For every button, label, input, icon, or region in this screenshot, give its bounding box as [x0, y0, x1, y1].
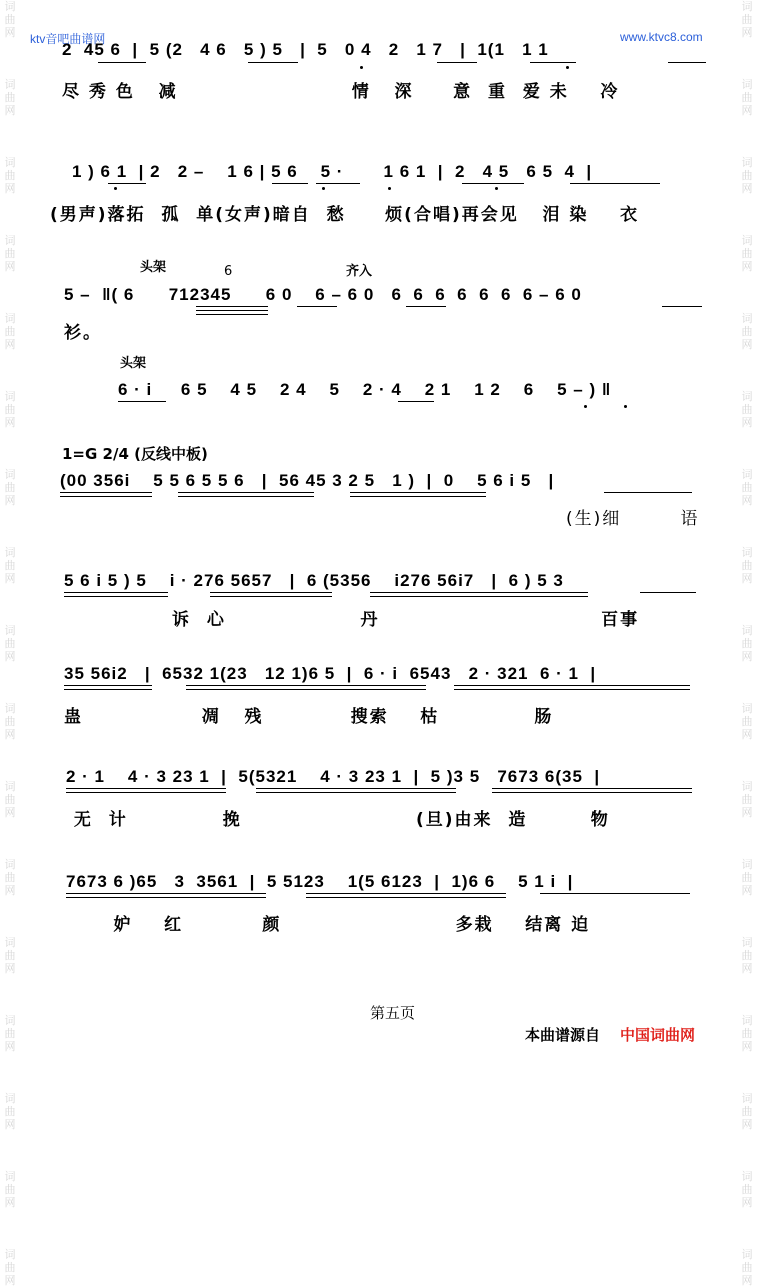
- underline: [60, 492, 152, 493]
- underline: [66, 788, 226, 789]
- underline: [64, 596, 168, 597]
- underline: [437, 62, 477, 63]
- underline: [64, 689, 152, 690]
- underline: [454, 689, 690, 690]
- octave-dot: [360, 66, 363, 69]
- underline: [454, 685, 690, 686]
- octave-dot: [322, 187, 325, 190]
- underline: [297, 306, 337, 307]
- underline: [256, 792, 456, 793]
- octave-dot: [624, 405, 627, 408]
- underline: [662, 306, 702, 307]
- score-row-8-lyrics: 无 计 挽 (旦)由来 造 物: [66, 810, 610, 830]
- source-brand: 中国词曲网: [620, 1026, 696, 1044]
- underline: [98, 62, 146, 63]
- score-row-7-lyrics: 蛊 凋 残 搜索 枯 肠: [64, 707, 554, 727]
- underline: [350, 492, 486, 493]
- underline: [306, 897, 506, 898]
- underline: [66, 792, 226, 793]
- underline: [462, 183, 524, 184]
- score-row-5-lyrics: (生)细 语: [566, 509, 700, 529]
- underline: [370, 596, 588, 597]
- watermark-top-right: www.ktvc8.com: [620, 30, 703, 44]
- underline: [272, 183, 308, 184]
- score-row-3-notes: 5 – ‖( 6 712345 6 0 6 – 6 0 6 6 6 6 6 6 6 – 6 0: [64, 285, 582, 304]
- underline: [570, 183, 660, 184]
- underline: [306, 893, 506, 894]
- underline: [186, 685, 426, 686]
- source-prefix: 本曲谱源自: [525, 1026, 601, 1044]
- underline: [196, 310, 268, 311]
- underline: [60, 496, 152, 497]
- underline: [604, 492, 692, 493]
- underline: [178, 496, 314, 497]
- underline: [186, 689, 426, 690]
- underline: [196, 306, 268, 307]
- underline: [640, 592, 696, 593]
- tou-jia-label: 头架: [140, 260, 167, 275]
- underline: [248, 62, 298, 63]
- left-margin-watermark: 词 曲 网 词 曲 网 词 曲 网 词 曲 网 词 曲 网 词 曲 网 词 曲 网 词 曲 网 词 曲 网 词 曲 网 词 曲 网 词 曲 网 词 曲 网 词 曲 网 词 曲 网 词 曲 网 词 曲 网: [4, 0, 16, 1287]
- score-row-2-lyrics: (男声)落拓 孤 单(女声)暗自 愁 烦(合唱)再会见 泪 染 衣: [50, 205, 640, 225]
- qi-ru-label: 齐入: [346, 264, 373, 279]
- underline: [196, 314, 268, 315]
- score-row-4-notes: 6 · i 6 5 4 5 2 4 5 2 · 4 2 1 1 2 6 5 – ) ‖: [118, 380, 612, 399]
- underline: [64, 592, 168, 593]
- key-signature: 1=G 2/4 (反线中板): [62, 445, 208, 463]
- underline: [66, 897, 266, 898]
- watermark-top-left: ktv音吧曲谱网: [30, 32, 106, 46]
- underline: [210, 592, 332, 593]
- score-row-2-notes: 1 ) 6 1 | 2 2 – 1 6 | 5 6 5 · 1 6 1 | 2 4 5 6 5 4 |: [72, 162, 593, 181]
- underline: [398, 401, 434, 402]
- score-row-7-notes: 35 56i2 | 6532 1(23 12 1)6 5 | 6 · i 6543 2 · 321 6 · 1 |: [64, 664, 597, 683]
- octave-dot: [566, 66, 569, 69]
- underline: [210, 596, 332, 597]
- underline: [406, 306, 446, 307]
- underline: [370, 592, 588, 593]
- underline: [64, 685, 152, 686]
- score-row-9-lyrics: 妒 红 颜 多栽 结离 迫: [66, 915, 591, 935]
- score-row-1-notes: 2 45 6 | 5 (2 4 6 5 ) 5 | 5 0 4 2 1 7 | 1(1 1 1: [62, 40, 549, 59]
- right-margin-watermark: 词 曲 网 词 曲 网 词 曲 网 词 曲 网 词 曲 网 词 曲 网 词 曲 网 词 曲 网 词 曲 网 词 曲 网 词 曲 网 词 曲 网 词 曲 网 词 曲 网 词 曲 网 词 曲 网 词 曲 网: [741, 0, 753, 1287]
- underline: [108, 183, 146, 184]
- underline: [668, 62, 706, 63]
- score-row-5-notes: (00 356i 5 5 6 5 5 6 | 56 45 3 2 5 1 ) | 0 5 6 i 5 |: [60, 471, 555, 490]
- score-row-8-notes: 2 · 1 4 · 3 23 1 | 5(5321 4 · 3 23 1 | 5 )3 5 7673 6(35 |: [66, 767, 601, 786]
- tuplet-label: 6: [224, 264, 233, 279]
- score-row-9-notes: 7673 6 )65 3 3561 | 5 5123 1(5 6123 | 1)6 6 5 1 i |: [66, 872, 574, 891]
- score-row-6-notes: 5 6 i 5 ) 5 i · 276 5657 | 6 (5356 i276 56i7 | 6 ) 5 3: [64, 571, 564, 590]
- score-row-6-lyrics: 诉 心 丹 百事: [172, 610, 640, 630]
- page-number: 第五页: [370, 1004, 416, 1022]
- source-credit: [525, 1024, 695, 1045]
- octave-dot: [114, 187, 117, 190]
- underline: [540, 893, 690, 894]
- underline: [316, 183, 360, 184]
- score-row-3-lyrics: 衫。: [64, 323, 102, 343]
- underline: [256, 788, 456, 789]
- octave-dot: [388, 187, 391, 190]
- underline: [118, 401, 166, 402]
- tou-jia-label-2: 头架: [120, 356, 147, 371]
- underline: [492, 788, 692, 789]
- octave-dot: [584, 405, 587, 408]
- octave-dot: [495, 187, 498, 190]
- underline: [66, 893, 266, 894]
- underline: [530, 62, 576, 63]
- underline: [492, 792, 692, 793]
- underline: [178, 492, 314, 493]
- underline: [350, 496, 486, 497]
- score-row-1-lyrics: 尽 秀 色 减 情 深 意 重 爱 未 冷: [62, 82, 620, 102]
